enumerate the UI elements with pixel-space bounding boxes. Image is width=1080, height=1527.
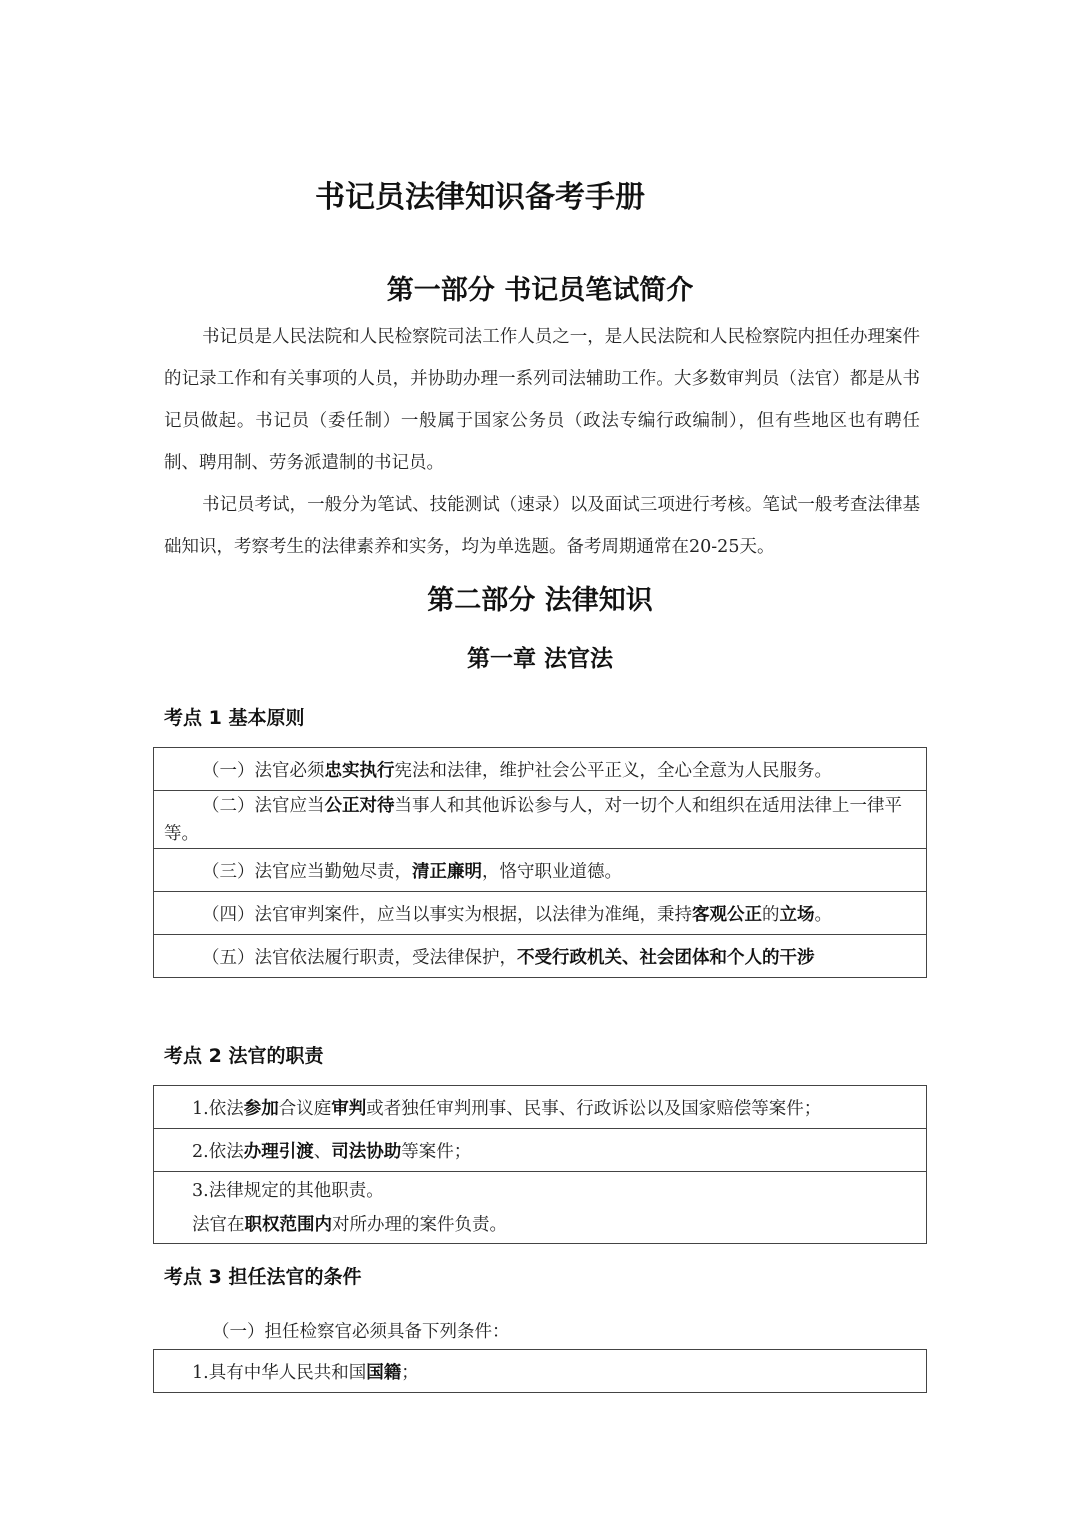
point2-table	[153, 1085, 927, 1244]
part1-paragraph-2: 书记员考试，一般分为笔试、技能测试（速录）以及面试三项进行考核。笔试一般考查法律基础知识，考察考生的法律素养和实务，均为单选题。备考周期通常在20-25天。	[164, 495, 920, 557]
part1-heading: 第一部分 书记员笔试简介	[386, 275, 694, 306]
chapter-heading: 第一章 法官法	[466, 646, 613, 672]
point1-row-1: （一）法官必须忠实执行宪法和法律，维护社会公平正义，全心全意为人民服务。	[154, 748, 927, 791]
document-title: 书记员法律知识备考手册	[315, 180, 645, 215]
point2-title: 考点 2 法官的职责	[164, 1045, 324, 1067]
point3-row-1: 1.具有中华人民共和国国籍；	[154, 1350, 927, 1393]
point2-row-3: 3.法律规定的其他职责。 法官在职权范围内对所办理的案件负责。	[154, 1172, 927, 1244]
point2-row-2: 2.依法办理引渡、司法协助等案件；	[154, 1129, 927, 1172]
point1-table	[153, 747, 927, 978]
point1-row-4: （四）法官审判案件，应当以事实为根据，以法律为准绳，秉持客观公正的立场。	[154, 892, 927, 935]
point3-title: 考点 3 担任法官的条件	[164, 1266, 362, 1288]
part2-heading: 第二部分 法律知识	[427, 585, 653, 616]
point1-row-3: （三）法官应当勤勉尽责，清正廉明，恪守职业道德。	[154, 849, 927, 892]
part1-paragraph-1: 书记员是人民法院和人民检察院司法工作人员之一，是人民法院和人民检察院内担任办理案件的记录工作和有关事项的人员，并协助办理一系列司法辅助工作。大多数审判员（法官）都是从书记员做起。书记员（委任制）一般属于国家公务员（政法专编行政编制），但有些地区也有聘任制、聘用制、劳务派遣制的书记员。	[164, 327, 920, 473]
point2-row-1: 1.依法参加合议庭审判或者独任审判刑事、民事、行政诉讼以及国家赔偿等案件；	[154, 1086, 927, 1129]
point1-row-2: （二）法官应当公正对待当事人和其他诉讼参与人，对一切个人和组织在适用法律上一律平等。	[154, 791, 927, 849]
point3-table	[153, 1349, 927, 1393]
point3-intro: （一）担任检察官必须具备下列条件：	[212, 1322, 510, 1342]
point1-title: 考点 1 基本原则	[164, 707, 305, 729]
point1-row-5: （五）法官依法履行职责，受法律保护，不受行政机关、社会团体和个人的干涉	[154, 935, 927, 978]
